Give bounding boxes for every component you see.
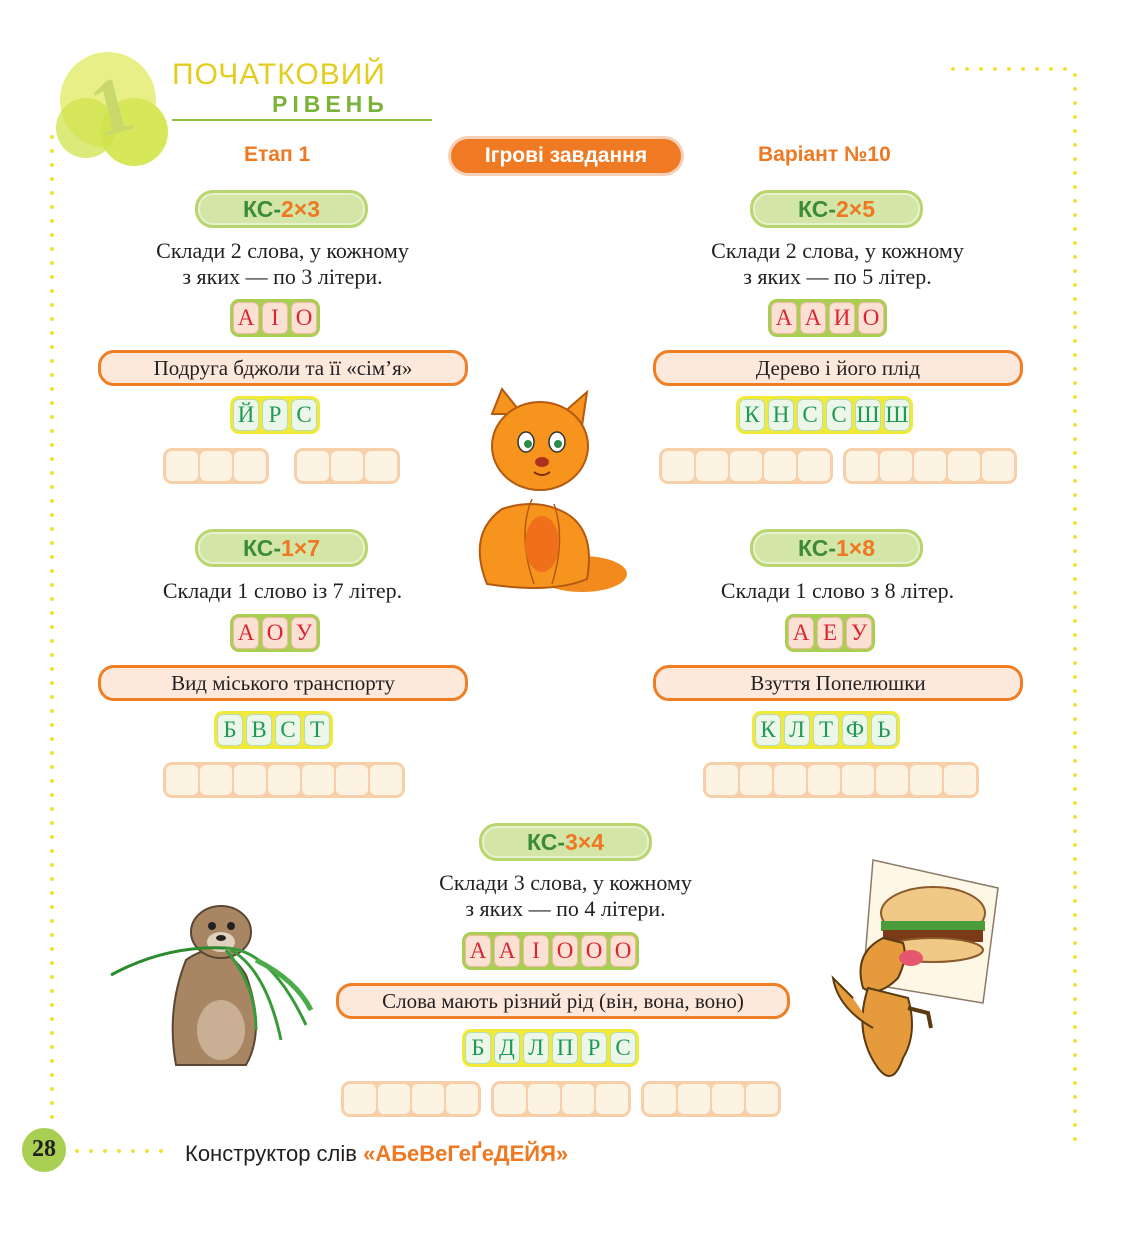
letter-tile[interactable]: А xyxy=(494,935,520,967)
hint-5: Слова мають різний рід (він, вона, воно) xyxy=(336,983,790,1019)
task-instruction-5: Склади 3 слова, у кожному з яких — по 4 літери. xyxy=(439,870,692,921)
letter-tile[interactable]: О xyxy=(291,302,317,334)
letter-tile[interactable]: К xyxy=(739,399,765,431)
right-dotted-border xyxy=(1073,68,1077,1148)
answer-cell[interactable] xyxy=(446,1084,478,1114)
letter-tile[interactable]: Р xyxy=(262,399,288,431)
letter-tile[interactable]: О xyxy=(552,935,578,967)
answer-slots-1b xyxy=(294,448,400,484)
answer-cell[interactable] xyxy=(842,765,874,795)
hint-3: Вид міського транспорту xyxy=(98,665,468,701)
hint-4: Взуття Попелюшки xyxy=(653,665,1023,701)
footer-title xyxy=(185,1141,568,1167)
letter-tile[interactable]: И xyxy=(829,302,855,334)
games-badge-label: Ігрові завдання xyxy=(451,139,681,173)
hint-2: Дерево і його плід xyxy=(653,350,1023,386)
answer-cell[interactable] xyxy=(876,765,908,795)
answer-cell[interactable] xyxy=(808,765,840,795)
answer-cell[interactable] xyxy=(528,1084,560,1114)
answer-cell[interactable] xyxy=(378,1084,410,1114)
letter-tile[interactable]: А xyxy=(788,617,814,649)
answer-cell[interactable] xyxy=(166,451,198,481)
letter-tile[interactable]: Е xyxy=(817,617,843,649)
answer-cell[interactable] xyxy=(234,451,266,481)
hint-1: Подруга бджоли та її «сім’я» xyxy=(98,350,468,386)
answer-cell[interactable] xyxy=(712,1084,744,1114)
kitten-illustration xyxy=(462,384,634,599)
answer-slots-5c xyxy=(641,1081,781,1117)
letter-tile[interactable]: Р xyxy=(581,1032,607,1064)
answer-slots-1a xyxy=(163,448,269,484)
letter-tile[interactable]: К xyxy=(755,714,781,746)
letter-tile[interactable]: Т xyxy=(813,714,839,746)
answer-cell[interactable] xyxy=(200,765,232,795)
book-title: Конструктор слів xyxy=(185,1141,357,1166)
letter-tile[interactable]: В xyxy=(246,714,272,746)
stage-label: Етап 1 xyxy=(244,143,311,166)
answer-slots-2a xyxy=(659,448,833,484)
vowel-tiles-1 xyxy=(230,299,320,337)
vowel-tiles-5 xyxy=(462,932,639,970)
letter-tile[interactable]: Л xyxy=(784,714,810,746)
task-code-2: КС- 2×5 xyxy=(750,190,923,228)
page-number: 28 xyxy=(32,1136,56,1162)
letter-tile[interactable]: Ш xyxy=(855,399,881,431)
left-dotted-border xyxy=(50,130,54,1130)
letter-tile[interactable]: С xyxy=(797,399,823,431)
top-dotted-border xyxy=(946,67,1076,71)
level-number: 1 xyxy=(81,59,142,155)
letter-tile[interactable]: Б xyxy=(465,1032,491,1064)
letter-tile[interactable]: Ф xyxy=(842,714,868,746)
answer-cell[interactable] xyxy=(297,451,329,481)
letter-tile[interactable]: О xyxy=(858,302,884,334)
answer-cell[interactable] xyxy=(166,765,198,795)
task-instruction-3: Склади 1 слово із 7 літер. xyxy=(162,578,403,603)
letter-tile[interactable]: О xyxy=(610,935,636,967)
letter-tile[interactable]: А xyxy=(771,302,797,334)
answer-cell[interactable] xyxy=(798,451,830,481)
task-instruction-1: Склади 2 слова, у кожному з яких — по 3 літери. xyxy=(156,238,409,289)
task-code-3: КС- 1×7 xyxy=(195,529,368,567)
answer-cell[interactable] xyxy=(880,451,912,481)
answer-cell[interactable] xyxy=(370,765,402,795)
letter-tile[interactable]: І xyxy=(262,302,288,334)
answer-cell[interactable] xyxy=(764,451,796,481)
consonant-tiles-4 xyxy=(752,711,900,749)
letter-tile[interactable]: У xyxy=(846,617,872,649)
answer-cell[interactable] xyxy=(982,451,1014,481)
letter-tile[interactable]: О xyxy=(262,617,288,649)
letter-tile[interactable]: У xyxy=(291,617,317,649)
answer-cell[interactable] xyxy=(562,1084,594,1114)
consonant-tiles-1 xyxy=(230,396,320,434)
letter-tile[interactable]: С xyxy=(826,399,852,431)
consonant-tiles-2 xyxy=(736,396,913,434)
answer-cell[interactable] xyxy=(910,765,942,795)
answer-cell[interactable] xyxy=(644,1084,676,1114)
answer-cell[interactable] xyxy=(746,1084,778,1114)
bottom-dotted-border xyxy=(70,1149,170,1153)
answer-cell[interactable] xyxy=(948,451,980,481)
letter-tile[interactable]: Л xyxy=(523,1032,549,1064)
answer-slots-4 xyxy=(703,762,979,798)
marmot-illustration xyxy=(106,890,321,1070)
consonant-tiles-3 xyxy=(214,711,333,749)
answer-cell[interactable] xyxy=(268,765,300,795)
letter-tile[interactable]: Т xyxy=(304,714,330,746)
vowel-tiles-3 xyxy=(230,614,320,652)
letter-tile[interactable]: П xyxy=(552,1032,578,1064)
level-title-line2: РІВЕНЬ xyxy=(272,91,389,117)
letter-tile[interactable]: Н xyxy=(768,399,794,431)
answer-cell[interactable] xyxy=(662,451,694,481)
letter-tile[interactable]: С xyxy=(275,714,301,746)
letter-tile[interactable]: Б xyxy=(217,714,243,746)
letter-tile[interactable]: А xyxy=(233,617,259,649)
answer-cell[interactable] xyxy=(944,765,976,795)
letter-tile[interactable]: С xyxy=(610,1032,636,1064)
level-underline xyxy=(172,119,432,121)
book-brand: «АБеВеГеҐеДЕЙЯ» xyxy=(363,1141,569,1166)
letter-tile[interactable]: А xyxy=(465,935,491,967)
answer-slots-2b xyxy=(843,448,1017,484)
letter-tile[interactable]: Д xyxy=(494,1032,520,1064)
task-instruction-4: Склади 1 слово з 8 літер. xyxy=(720,578,955,603)
answer-slots-3 xyxy=(163,762,405,798)
task-instruction-2: Склади 2 слова, у кожному з яких — по 5 літер. xyxy=(711,238,964,289)
consonant-tiles-5 xyxy=(462,1029,639,1067)
answer-cell[interactable] xyxy=(344,1084,376,1114)
letter-tile[interactable]: І xyxy=(523,935,549,967)
answer-cell[interactable] xyxy=(846,451,878,481)
letter-tile[interactable]: Ь xyxy=(871,714,897,746)
letter-tile[interactable]: О xyxy=(581,935,607,967)
answer-cell[interactable] xyxy=(696,451,728,481)
answer-cell[interactable] xyxy=(412,1084,444,1114)
task-code-1: КС- 2×3 xyxy=(195,190,368,228)
answer-cell[interactable] xyxy=(706,765,738,795)
answer-cell[interactable] xyxy=(730,451,762,481)
answer-cell[interactable] xyxy=(200,451,232,481)
answer-cell[interactable] xyxy=(740,765,772,795)
letter-tile[interactable]: Ш xyxy=(884,399,910,431)
answer-cell[interactable] xyxy=(914,451,946,481)
letter-tile[interactable]: С xyxy=(291,399,317,431)
variant-label: Варіант №10 xyxy=(758,143,891,166)
answer-cell[interactable] xyxy=(596,1084,628,1114)
task-code-4: КС- 1×8 xyxy=(750,529,923,567)
answer-cell[interactable] xyxy=(774,765,806,795)
answer-cell[interactable] xyxy=(234,765,266,795)
vowel-tiles-4 xyxy=(785,614,875,652)
answer-cell[interactable] xyxy=(336,765,368,795)
vowel-tiles-2 xyxy=(768,299,887,337)
letter-tile[interactable]: А xyxy=(800,302,826,334)
answer-cell[interactable] xyxy=(678,1084,710,1114)
answer-cell[interactable] xyxy=(331,451,363,481)
dog-burger-illustration xyxy=(823,858,1003,1103)
letter-tile[interactable]: А xyxy=(233,302,259,334)
answer-cell[interactable] xyxy=(302,765,334,795)
task-code-5: КС- 3×4 xyxy=(479,823,652,861)
answer-slots-5a xyxy=(341,1081,481,1117)
answer-cell[interactable] xyxy=(365,451,397,481)
level-title-line1: ПОЧАТКОВИЙ xyxy=(172,58,386,91)
answer-slots-5b xyxy=(491,1081,631,1117)
letter-tile[interactable]: Й xyxy=(233,399,259,431)
answer-cell[interactable] xyxy=(494,1084,526,1114)
